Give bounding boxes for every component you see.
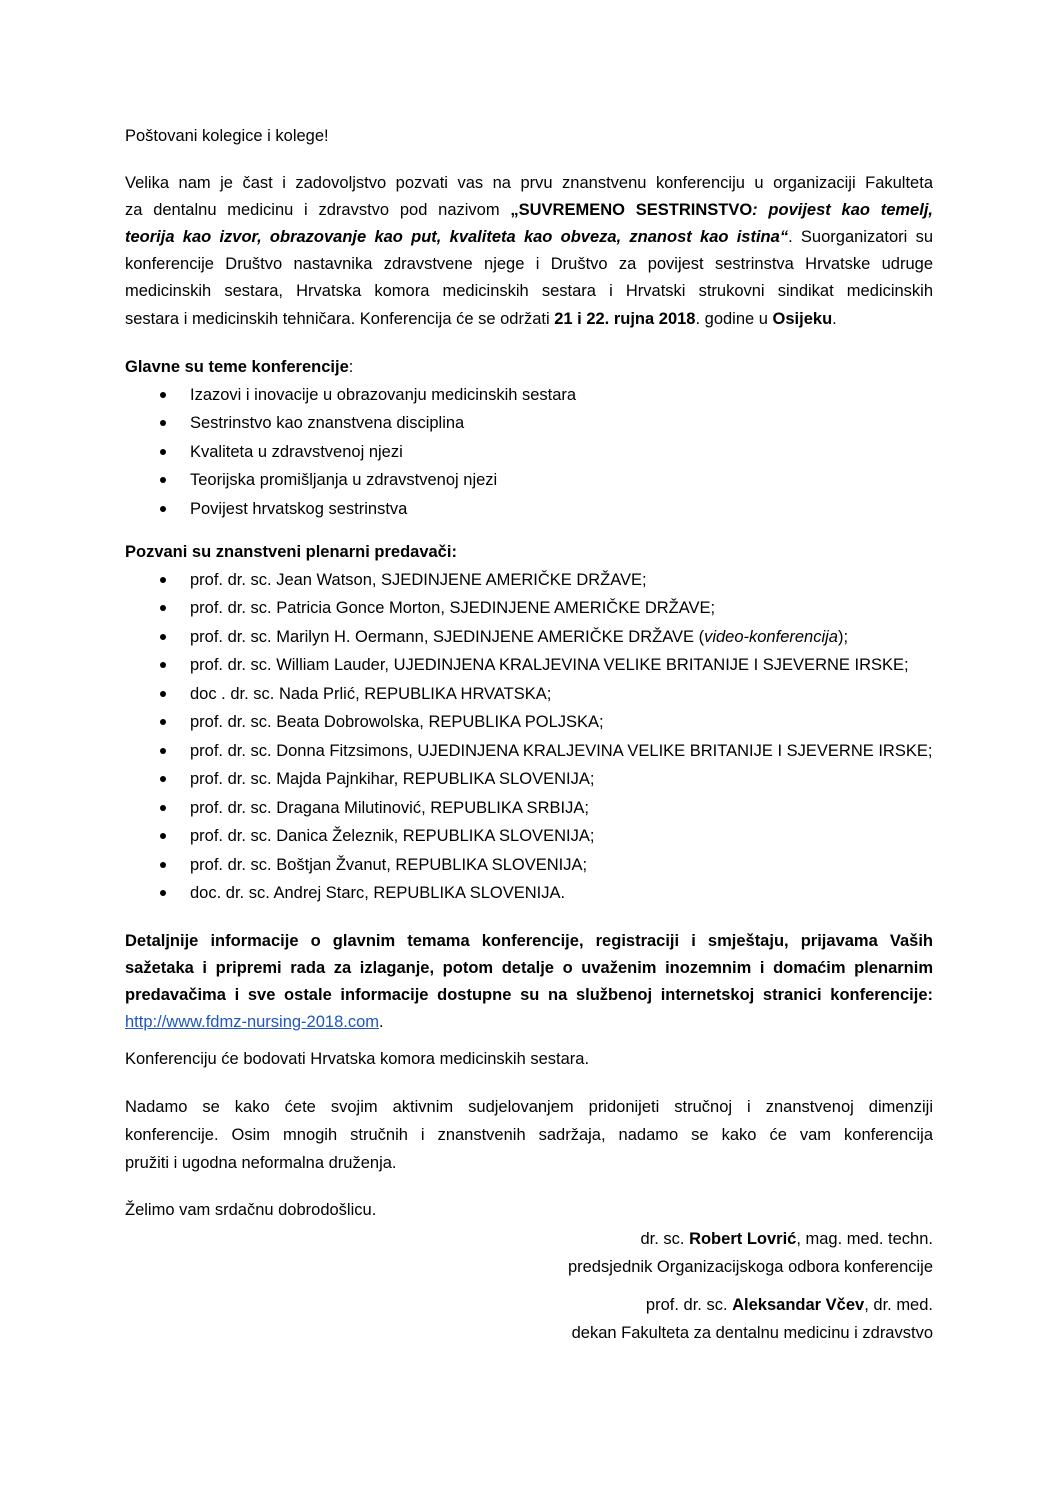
bullet-icon bbox=[160, 776, 166, 782]
details-line-2: sažetaka i pripremi rada za izlaganje, potom detalje o uvaženim inozemnim i domaćim plenarnim bbox=[125, 959, 933, 977]
closing-line-1: Nadamo se kako ćete svojim aktivnim sudjelovanjem pridonijeti stručnoj i znanstvenoj dimenziji bbox=[125, 1098, 933, 1116]
details-line-4: http://www.fdmz-nursing-2018.com. bbox=[125, 1013, 384, 1031]
conference-city: Osijeku bbox=[772, 310, 833, 328]
bullet-icon bbox=[160, 605, 166, 611]
speakers-heading: Pozvani su znanstveni plenarni predavači: bbox=[125, 543, 457, 561]
details-line-3: predavačima i sve ostale informacije dostupne su na službenoj internetskoj stranici konferencije: bbox=[125, 986, 933, 1004]
intro-line-2: za dentalnu medicinu i zdravstvo pod nazivom „SUVREMENO SESTRINSTVO: povijest kao temelj, bbox=[125, 201, 933, 219]
bullet-icon bbox=[160, 577, 166, 583]
bullet-icon bbox=[160, 420, 166, 426]
bullet-icon bbox=[160, 506, 166, 512]
intro-line-3: teorija kao izvor, obrazovanje kao put, kvaliteta kao obveza, znanost kao istina“. Suorganizatori su bbox=[125, 228, 934, 246]
closing-line-2: konferencije. Osim mnogih stručnih i znanstvenih sadržaja, nadamo se kako će vam konferencija bbox=[125, 1126, 933, 1144]
speaker-item: prof. dr. sc. Jean Watson, SJEDINJENE AMERIČKE DRŽAVE; bbox=[190, 571, 647, 589]
bullet-icon bbox=[160, 748, 166, 754]
welcome-text: Želimo vam srdačnu dobrodošlicu. bbox=[125, 1201, 377, 1219]
speaker-item: doc . dr. sc. Nada Prlić, REPUBLIKA HRVATSKA; bbox=[190, 685, 552, 703]
intro-line-6: sestara i medicinskih tehničara. Konferencija će se održati 21 i 22. rujna 2018. godine u Osijeku. bbox=[125, 310, 837, 328]
video-note: video-konferencija bbox=[704, 628, 838, 646]
intro-line-1: Velika nam je čast i zadovoljstvo pozvati vas na prvu znanstvenu konferenciju u organizaciji Fakulteta bbox=[125, 174, 933, 192]
list-item: Kvaliteta u zdravstvenoj njezi bbox=[190, 443, 403, 461]
conference-date: 21 i 22. rujna 2018 bbox=[554, 310, 696, 328]
list-item: Sestrinstvo kao znanstvena disciplina bbox=[190, 414, 465, 432]
bullet-icon bbox=[160, 833, 166, 839]
signatory-name: Robert Lovrić bbox=[689, 1230, 797, 1248]
signature-name-line: dr. sc. Robert Lovrić, mag. med. techn. bbox=[640, 1230, 933, 1248]
speaker-item: prof. dr. sc. Marilyn H. Oermann, SJEDINJENE AMERIČKE DRŽAVE (video-konferencija); bbox=[190, 628, 849, 646]
speaker-item: prof. dr. sc. Danica Železnik, REPUBLIKA SLOVENIJA; bbox=[190, 827, 595, 845]
topics-heading: Glavne su teme konferencije: bbox=[125, 358, 354, 376]
bullet-icon bbox=[160, 662, 166, 668]
bullet-icon bbox=[160, 392, 166, 398]
list-item: Teorijska promišljanja u zdravstvenoj njezi bbox=[190, 471, 498, 489]
signatory-name: Aleksandar Včev bbox=[732, 1296, 865, 1314]
speaker-item: prof. dr. sc. Donna Fitzsimons, UJEDINJENA KRALJEVINA VELIKE BRITANIJE I SJEVERNE IRSKE; bbox=[190, 742, 933, 760]
points-text: Konferenciju će bodovati Hrvatska komora medicinskih sestara. bbox=[125, 1050, 590, 1068]
speaker-item: prof. dr. sc. Patricia Gonce Morton, SJEDINJENE AMERIČKE DRŽAVE; bbox=[190, 599, 716, 617]
list-item: Izazovi i inovacije u obrazovanju medicinskih sestara bbox=[190, 386, 577, 404]
greeting: Poštovani kolegice i kolege! bbox=[125, 127, 329, 145]
bullet-icon bbox=[160, 805, 166, 811]
speaker-item: prof. dr. sc. Boštjan Žvanut, REPUBLIKA SLOVENIJA; bbox=[190, 856, 588, 874]
conference-website-link[interactable]: http://www.fdmz-nursing-2018.com bbox=[125, 1013, 380, 1031]
list-item: Povijest hrvatskog sestrinstva bbox=[190, 500, 408, 518]
details-line-1: Detaljnije informacije o glavnim temama konferencije, registraciji i smještaju, prijavama Vaših bbox=[125, 932, 933, 950]
bullet-icon bbox=[160, 890, 166, 896]
signatory-role: dekan Fakulteta za dentalnu medicinu i zdravstvo bbox=[571, 1324, 933, 1342]
speaker-item: prof. dr. sc. Dragana Milutinović, REPUBLIKA SRBIJA; bbox=[190, 799, 589, 817]
signatory-role: predsjednik Organizacijskoga odbora konferencije bbox=[567, 1258, 933, 1276]
conference-subtitle: teorija kao izvor, obrazovanje kao put, kvaliteta kao obveza, znanost kao istina“ bbox=[125, 228, 789, 246]
conference-title: „SUVREMENO SESTRINSTVO bbox=[510, 201, 753, 219]
closing-line-3: pružiti i ugodna neformalna druženja. bbox=[125, 1154, 397, 1172]
intro-line-4: konferencije Društvo nastavnika zdravstvene njege i Društvo za povijest sestrinstva Hrvatske udruge bbox=[125, 255, 933, 273]
speaker-item: prof. dr. sc. Beata Dobrowolska, REPUBLIKA POLJSKA; bbox=[190, 713, 604, 731]
speaker-item: prof. dr. sc. William Lauder, UJEDINJENA KRALJEVINA VELIKE BRITANIJE I SJEVERNE IRSKE; bbox=[190, 656, 909, 674]
speaker-item: prof. dr. sc. Majda Pajnkihar, REPUBLIKA SLOVENIJA; bbox=[190, 770, 595, 788]
bullet-icon bbox=[160, 862, 166, 868]
speaker-item: doc. dr. sc. Andrej Starc, REPUBLIKA SLOVENIJA. bbox=[190, 884, 566, 902]
bullet-icon bbox=[160, 691, 166, 697]
signature-name-line: prof. dr. sc. Aleksandar Včev, dr. med. bbox=[645, 1296, 933, 1314]
bullet-icon bbox=[160, 719, 166, 725]
bullet-icon bbox=[160, 477, 166, 483]
bullet-icon bbox=[160, 634, 166, 640]
bullet-icon bbox=[160, 449, 166, 455]
intro-line-5: medicinskih sestara, Hrvatska komora medicinskih sestara i Hrvatski strukovni sindikat medicinskih bbox=[125, 282, 933, 300]
